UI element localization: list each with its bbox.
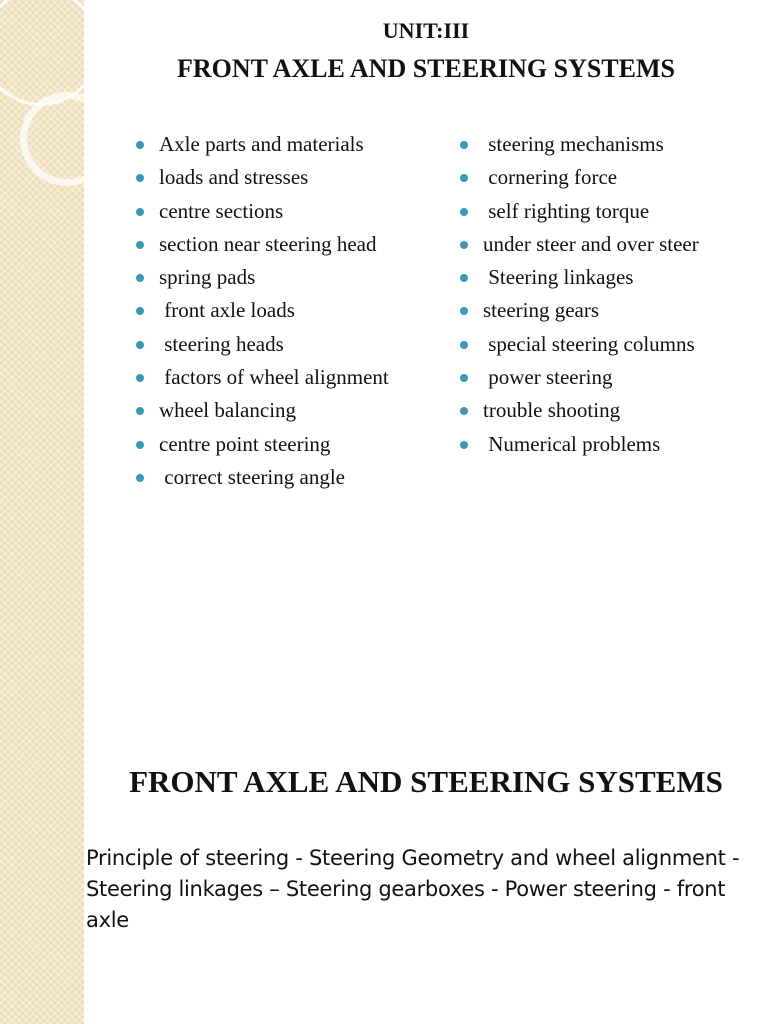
bullet-dot-icon bbox=[460, 441, 468, 449]
bullet-dot-icon bbox=[460, 274, 468, 282]
list-item bbox=[458, 394, 768, 427]
bullet-dot-icon bbox=[136, 407, 144, 415]
bullet-dot-icon bbox=[136, 307, 144, 315]
topic-text: power steering bbox=[483, 365, 613, 390]
topic-text: front axle loads bbox=[159, 298, 295, 323]
topic-text: loads and stresses bbox=[159, 165, 309, 190]
bullet-dot-icon bbox=[136, 174, 144, 182]
bullet-dot-icon bbox=[136, 208, 144, 216]
summary-text: Principle of steering - Steering Geometry and wheel alignment - Steering linkages – Steering gearboxes - Power steering - front axle bbox=[86, 846, 740, 932]
topic-text: spring pads bbox=[159, 265, 256, 290]
bullet-dot-icon bbox=[136, 241, 144, 249]
list-item bbox=[458, 361, 768, 394]
list-item bbox=[458, 195, 768, 228]
bullet-dot-icon bbox=[136, 374, 144, 382]
bullet-dot-icon bbox=[136, 441, 144, 449]
slide-title: FRONT AXLE AND STEERING SYSTEMS bbox=[177, 54, 675, 83]
bullet-dot-icon bbox=[460, 341, 468, 349]
slide-summary bbox=[84, 740, 768, 1024]
list-item bbox=[458, 161, 768, 194]
list-item bbox=[134, 461, 434, 494]
bullet-dot-icon bbox=[136, 341, 144, 349]
topic-text: factors of wheel alignment bbox=[159, 365, 389, 390]
topic-text: steering gears bbox=[483, 298, 600, 323]
list-item bbox=[134, 261, 434, 294]
list-item bbox=[458, 128, 768, 161]
bullet-dot-icon bbox=[460, 141, 468, 149]
bullet-dot-icon bbox=[460, 174, 468, 182]
section-title: FRONT AXLE AND STEERING SYSTEMS bbox=[129, 764, 723, 799]
bullet-dot-icon bbox=[136, 474, 144, 482]
unit-label: UNIT:III bbox=[382, 18, 470, 43]
topic-text: trouble shooting bbox=[483, 398, 621, 423]
list-item bbox=[458, 261, 768, 294]
topic-text: Numerical problems bbox=[483, 431, 661, 456]
list-item bbox=[134, 294, 434, 327]
topic-text: steering mechanisms bbox=[483, 132, 664, 156]
topic-text: steering heads bbox=[159, 331, 284, 356]
bullet-dot-icon bbox=[460, 208, 468, 216]
list-item bbox=[458, 328, 768, 361]
list-item bbox=[134, 394, 434, 427]
bullet-dot-icon bbox=[460, 241, 468, 249]
topic-text: special steering columns bbox=[483, 331, 695, 356]
decorative-side-strip bbox=[0, 0, 84, 1024]
topic-list-right bbox=[458, 128, 768, 461]
bullet-dot-icon bbox=[460, 307, 468, 315]
topic-text: section near steering head bbox=[159, 231, 377, 256]
topic-text: cornering force bbox=[483, 165, 618, 190]
topic-text: under steer and over steer bbox=[483, 231, 699, 256]
topic-text: Steering linkages bbox=[483, 265, 634, 290]
topic-text: wheel balancing bbox=[159, 398, 297, 423]
bullet-dot-icon bbox=[136, 274, 144, 282]
topic-text: correct steering angle bbox=[159, 464, 345, 489]
list-item bbox=[134, 361, 434, 394]
list-item bbox=[134, 195, 434, 228]
slide-topics bbox=[84, 0, 768, 520]
list-item bbox=[134, 328, 434, 361]
topic-text: centre sections bbox=[159, 198, 284, 223]
list-item bbox=[458, 294, 768, 327]
list-item bbox=[134, 128, 434, 161]
list-item bbox=[134, 228, 434, 261]
topic-text: centre point steering bbox=[159, 431, 331, 456]
bullet-dot-icon bbox=[136, 141, 144, 149]
topic-list-left bbox=[134, 128, 434, 494]
list-item bbox=[458, 228, 768, 261]
list-item bbox=[134, 161, 434, 194]
topic-text: Axle parts and materials bbox=[159, 132, 364, 156]
bullet-dot-icon bbox=[460, 407, 468, 415]
bullet-dot-icon bbox=[460, 374, 468, 382]
list-item bbox=[134, 428, 434, 461]
list-item bbox=[458, 428, 768, 461]
topic-text: self righting torque bbox=[483, 198, 650, 223]
